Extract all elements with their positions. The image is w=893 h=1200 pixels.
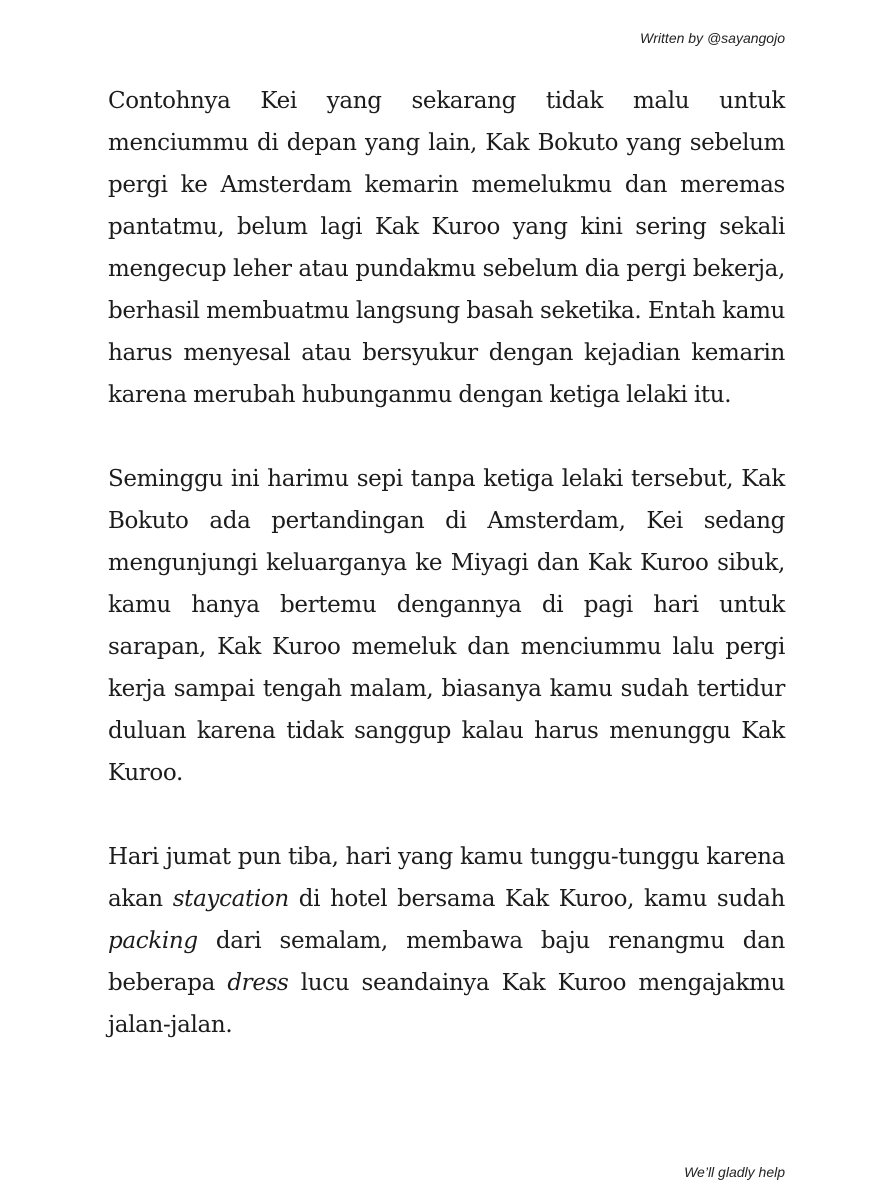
paragraph-3-text-4: lucu seandainya Kak Kuroo mengajakmu jalan-jalan. (108, 970, 785, 1038)
footer-note: We’ll gladly help (684, 1164, 785, 1180)
story-body (108, 80, 785, 1088)
paragraph-2: Seminggu ini harimu sepi tanpa ketiga lelaki tersebut, Kak Bokuto ada pertandingan di Amsterdam, Kei sedang mengunjungi keluarganya ke Miyagi dan Kak Kuroo sibuk, kamu hanya bertemu dengannya di pagi hari untuk sarapan, Kak Kuroo memeluk dan menciummu lalu pergi kerja sampai tengah malam, biasanya kamu sudah tertidur duluan karena tidak sanggup kalau harus menunggu Kak Kuroo. (108, 466, 785, 786)
italic-word-dress: dress (227, 970, 289, 996)
italic-word-staycation: staycation (172, 886, 289, 912)
paragraph-3-text-1: Hari jumat pun tiba, hari yang kamu tunggu-tunggu karena akan (108, 844, 785, 912)
paragraph-1: Contohnya Kei yang sekarang tidak malu untuk menciummu di depan yang lain, Kak Bokuto yang sebelum pergi ke Amsterdam kemarin memelukmu dan meremas pantatmu, belum lagi Kak Kuroo yang kini sering sekali mengecup leher atau pundakmu sebelum dia pergi bekerja, berhasil membuatmu langsung basah seketika. Entah kamu harus menyesal atau bersyukur dengan kejadian kemarin karena merubah hubunganmu dengan ketiga lelaki itu. (108, 88, 785, 408)
paragraph-3-text-3: dari semalam, membawa baju renangmu dan beberapa (108, 928, 785, 996)
paragraph-3 (108, 836, 785, 1046)
paragraph-3-text-2: di hotel bersama Kak Kuroo, kamu sudah (288, 886, 785, 912)
author-credit: Written by @sayangojo (640, 30, 785, 46)
italic-word-packing: packing (108, 928, 198, 954)
